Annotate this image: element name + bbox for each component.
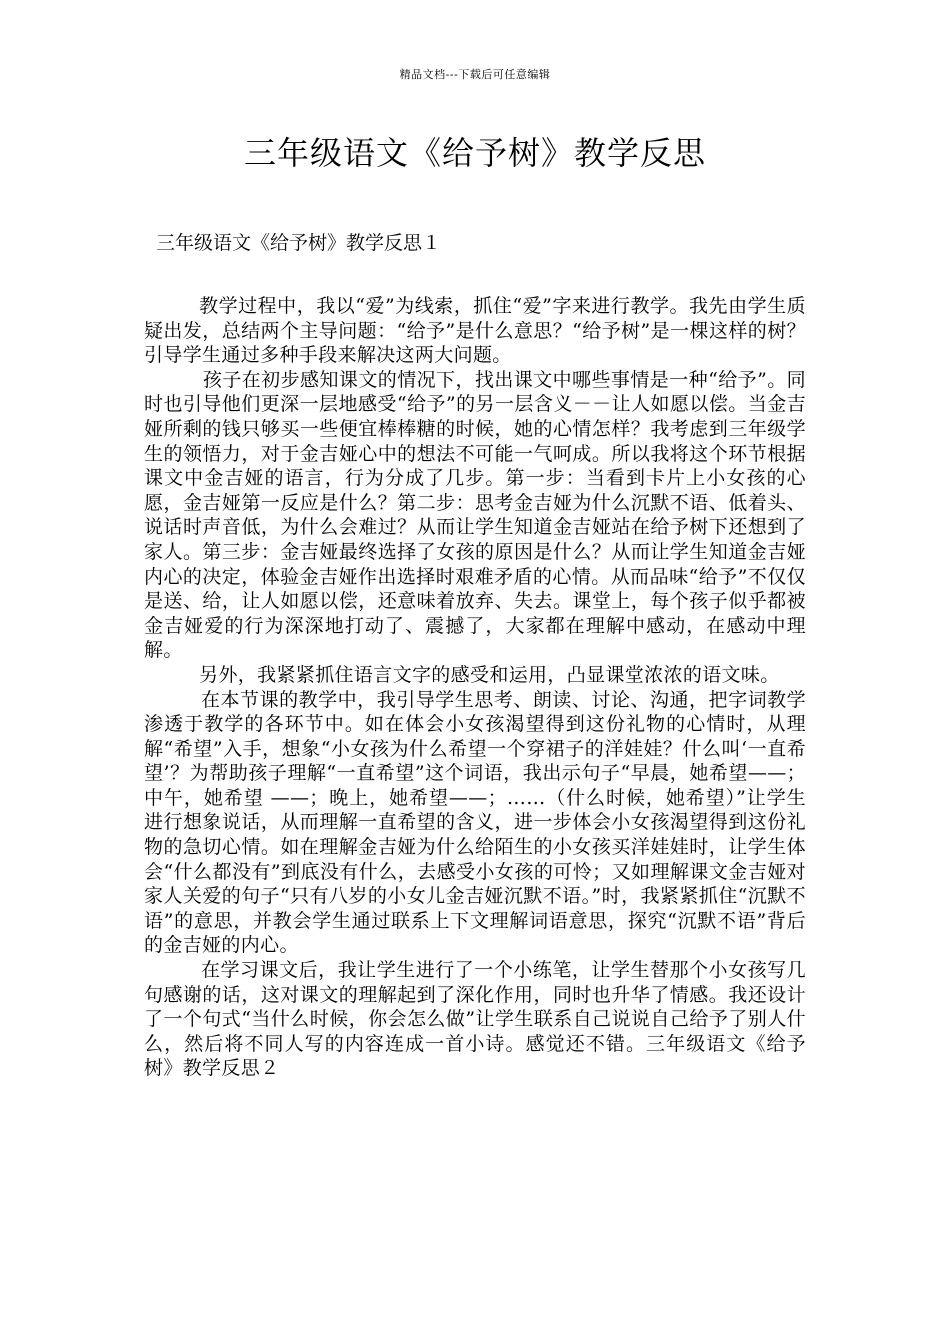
document-body: [144, 290, 806, 1081]
header-note: 精品文档---下载后可任意编辑: [399, 68, 551, 81]
paragraph: 在本节课的教学中，我引导学生思考、朗读、讨论、沟通，把字词教学渗透于教学的各环节中。如在体会小女孩渴望得到这份礼物的心情时，从理解“希望”入手，想象“小女孩为什么希望一个穿裙子的洋娃娃？什么叫‘一直希望’？为帮助孩子理解“一直希望”这个词语，我出示句子“早晨，她希望——；中午，她希望 ——；晚上，她希望——；……（什么时候，她希望）”让学生进行想象说话，从而理解一直希望的含义，进一步体会小女孩渴望得到这份礼物的急切心情。如在理解金吉娅为什么给陌生的小女孩买洋娃娃时，让学生体会“什么都没有”到底没有什么，去感受小女孩的可怜；又如理解课文金吉娅对家人关爱的句子“只有八岁的小女儿金吉娅沉默不语。”时，我紧紧抓住“沉默不语”的意思，并教会学生通过联系上下文理解词语意思，探究“沉默不语”背后的金吉娅的内心。: [144, 688, 806, 957]
section-heading: 三年级语文《给予树》教学反思１: [156, 232, 442, 254]
document-title: 三年级语文《给予树》教学反思: [243, 134, 706, 172]
paragraph: 另外，我紧紧抓住语言文字的感受和运用，凸显课堂浓浓的语文味。: [199, 663, 780, 686]
paragraph: 在学习课文后，我让学生进行了一个小练笔，让学生替那个小女孩写几句感谢的话，这对课文的理解起到了深化作用，同时也升华了情感。我还设计了一个句式“当什么时候，你会怎么做”让学生联系自己说说自己给予了别人什么，然后将不同人写的内容连成一首小诗。感觉还不错。三年级语文《给予树》教学反思２: [144, 959, 806, 1080]
paragraph: 教学过程中，我以“爱”为线索，抓住“爱”字来进行教学。我先由学生质疑出发，总结两个主导问题：“给予”是什么意思？“给予树”是一棵这样的树？引导学生通过多种手段来解决这两大问题。: [144, 295, 806, 367]
paragraph: 孩子在初步感知课文的情况下，找出课文中哪些事情是一种“给予”。同时也引导他们更深一层地感受“给予”的另一层含义－－让人如愿以偿。当金吉娅所剩的钱只够买一些便宜棒棒糖的时候，她的心情怎样？我考虑到三年级学生的领悟力，对于金吉娅心中的想法不可能一气呵成。所以我将这个环节根据课文中金吉娅的语言，行为分成了几步。第一步：当看到卡片上小女孩的心愿，金吉娅第一反应是什么？第二步：思考金吉娅为什么沉默不语、低着头、说话时声音低，为什么会难过？从而让学生知道金吉娅站在给予树下还想到了家人。第三步：金吉娅最终选择了女孩的原因是什么？从而让学生知道金吉娅内心的决定，体验金吉娅作出选择时艰难矛盾的心情。从而品味“给予”不仅仅是送、给，让人如愿以偿，还意味着放弃、失去。课堂上，每个孩子似乎都被金吉娅爱的行为深深地打动了、震撼了，大家都在理解中感动，在感动中理解。: [144, 368, 806, 662]
